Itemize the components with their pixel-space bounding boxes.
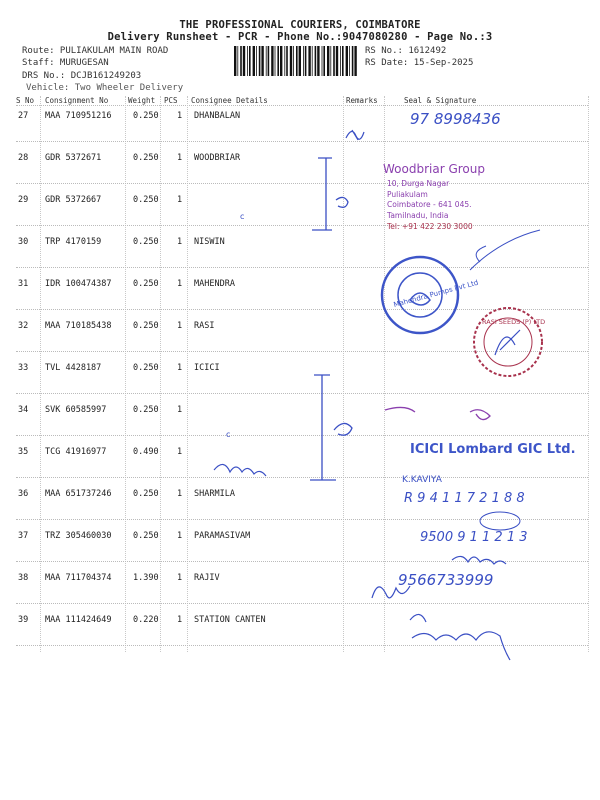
- row-consignee: WOODBRIAR: [194, 153, 241, 163]
- row-sno: 31: [18, 279, 29, 289]
- barcode-bar: [261, 46, 263, 76]
- barcode-bar: [308, 46, 310, 76]
- row-consignment-no: TVL 4428187: [45, 363, 102, 373]
- rasi-stamp-text: RASI SEEDS (P) LTD: [482, 318, 546, 326]
- row-pcs: 1: [177, 153, 183, 163]
- row-sno: 27: [18, 111, 29, 121]
- row-pcs: 1: [177, 447, 183, 457]
- col-divider: [343, 96, 344, 652]
- sharmila-signature: [214, 464, 266, 476]
- row-sno: 39: [18, 615, 29, 625]
- barcode-bar: [333, 46, 335, 76]
- row-weight: 0.490: [133, 447, 159, 457]
- barcode-bar: [336, 46, 338, 76]
- barcode-bar: [290, 46, 292, 76]
- woodbriar-line6: Tel: +91 422 230 3000: [387, 222, 473, 231]
- row-weight: 0.250: [133, 279, 159, 289]
- barcode-bar: [266, 46, 267, 76]
- row-pcs: 1: [177, 363, 183, 373]
- row-divider: [16, 603, 588, 604]
- barcode-bar: [275, 46, 276, 76]
- barcode-bar: [305, 46, 307, 76]
- row-weight: 0.250: [133, 195, 159, 205]
- woodbriar-line5: Tamilnadu, India: [387, 211, 449, 220]
- woodbriar-line2: 10, Durga Nagar: [387, 179, 450, 188]
- row-consignee: DHANBALAN: [194, 111, 241, 121]
- row-consignee: STATION CANTEN: [194, 615, 266, 625]
- row-sno: 36: [18, 489, 29, 499]
- row-divider: [16, 183, 588, 184]
- barcode-bar: [240, 46, 242, 76]
- barcode-bar: [293, 46, 294, 76]
- barcode-bar: [317, 46, 319, 76]
- row-sno: 37: [18, 531, 29, 541]
- row-weight: 0.250: [133, 111, 159, 121]
- row-divider: [16, 645, 588, 646]
- col-divider: [40, 96, 41, 652]
- row-weight: 0.250: [133, 405, 159, 415]
- row-pcs: 1: [177, 405, 183, 415]
- row-weight: 0.250: [133, 237, 159, 247]
- barcode-bar: [299, 46, 301, 76]
- row-sno: 30: [18, 237, 29, 247]
- row-divider: [16, 435, 588, 436]
- col-pcs: PCS: [164, 96, 178, 105]
- row-weight: 0.220: [133, 615, 159, 625]
- barcode: [234, 46, 360, 76]
- row-consignment-no: TRZ 305460030: [45, 531, 112, 541]
- rasi-stamp: [474, 308, 545, 376]
- row-weight: 1.390: [133, 573, 159, 583]
- col-divider: [384, 96, 385, 652]
- row-pcs: 1: [177, 321, 183, 331]
- row-consignee: SHARMILA: [194, 489, 235, 499]
- barcode-bar: [286, 46, 288, 76]
- row-pcs: 1: [177, 573, 183, 583]
- row-consignment-no: GDR 5372671: [45, 153, 102, 163]
- row-consignment-no: MAA 710951216: [45, 111, 112, 121]
- row-sno: 28: [18, 153, 29, 163]
- canteen-signature: [410, 614, 510, 660]
- barcode-bar: [346, 46, 348, 76]
- woodbriar-line4: Coimbatore - 641 045.: [387, 200, 472, 209]
- col-remarks: Remarks: [346, 96, 378, 105]
- phone-number-4: 9566733999: [398, 571, 494, 589]
- phone-number-3: 9500 9 1 1 2 1 3: [420, 530, 528, 545]
- header-divider: [16, 105, 588, 106]
- row-pcs: 1: [177, 237, 183, 247]
- rajiv-signature: [372, 586, 410, 598]
- row-pcs: 1: [177, 615, 183, 625]
- row-consignment-no: MAA 711704374: [45, 573, 112, 583]
- route-label: Route: PULIAKULAM MAIN ROAD: [22, 46, 169, 56]
- row-sno: 35: [18, 447, 29, 457]
- woodbriar-line3: Puliakulam: [387, 190, 428, 199]
- row-sno: 32: [18, 321, 29, 331]
- row-consignment-no: MAA 111424649: [45, 615, 112, 625]
- row-pcs: 1: [177, 489, 183, 499]
- row-divider: [16, 267, 588, 268]
- barcode-bar: [296, 46, 298, 76]
- barcode-bar: [249, 46, 251, 76]
- barcode-bar: [303, 46, 304, 76]
- rs-no-label: RS No.: 1612492: [365, 46, 447, 56]
- barcode-bar: [354, 46, 356, 76]
- row-consignee: RASI: [194, 321, 215, 331]
- row-weight: 0.250: [133, 489, 159, 499]
- row-consignment-no: IDR 100474387: [45, 279, 112, 289]
- row-sno: 34: [18, 405, 29, 415]
- barcode-bar: [340, 46, 341, 76]
- row-weight: 0.250: [133, 153, 159, 163]
- row-consignment-no: TRP 4170159: [45, 237, 102, 247]
- col-consignee: Consignee Details: [191, 96, 268, 105]
- col-consignment: Consignment No: [45, 96, 109, 105]
- barcode-bar: [312, 46, 313, 76]
- col-weight: Weight: [128, 96, 156, 105]
- barcode-bar: [342, 46, 344, 76]
- barcode-bar: [247, 46, 248, 76]
- icici-scribble: [385, 407, 490, 419]
- barcode-bar: [277, 46, 279, 76]
- barcode-bar: [327, 46, 329, 76]
- row-sno: 29: [18, 195, 29, 205]
- woodbriar-stamp: [383, 162, 485, 231]
- phone-number-1: 97 8998436: [410, 110, 501, 128]
- row-divider: [16, 477, 588, 478]
- row-sno: 38: [18, 573, 29, 583]
- mark-c: c: [240, 212, 245, 221]
- row-divider: [16, 561, 588, 562]
- barcode-bar: [271, 46, 273, 76]
- signature-bracket-2: [310, 375, 352, 480]
- col-sno: S No: [16, 96, 35, 105]
- barcode-bar: [322, 46, 323, 76]
- col-divider: [187, 96, 188, 652]
- col-divider: [588, 96, 589, 652]
- barcode-bar: [323, 46, 325, 76]
- row-pcs: 1: [177, 279, 183, 289]
- signature-stroke: [470, 230, 540, 270]
- vehicle-label: Vehicle: Two Wheeler Delivery: [26, 83, 184, 93]
- row-consignment-no: MAA 710185438: [45, 321, 112, 331]
- row-consignment-no: GDR 5372667: [45, 195, 102, 205]
- phone-number-2: R 9 4 1 1 7 2 1 8 8: [404, 491, 525, 506]
- barcode-bar: [284, 46, 285, 76]
- row-consignment-no: MAA 651737246: [45, 489, 112, 499]
- row-divider: [16, 141, 588, 142]
- company-title: THE PROFESSIONAL COURIERS, COIMBATORE: [179, 19, 421, 31]
- col-seal-signature: Seal & Signature: [404, 96, 477, 105]
- staff-label: Staff: MURUGESAN: [22, 58, 109, 68]
- barcode-bar: [352, 46, 354, 76]
- barcode-bar: [315, 46, 317, 76]
- row-weight: 0.250: [133, 321, 159, 331]
- row-consignee: RAJIV: [194, 573, 220, 583]
- row-weight: 0.250: [133, 531, 159, 541]
- barcode-bar: [330, 46, 331, 76]
- drs-label: DRS No.: DCJB161249203: [22, 71, 142, 81]
- row-consignment-no: TCG 41916977: [45, 447, 107, 457]
- barcode-bar: [256, 46, 257, 76]
- barcode-bar: [243, 46, 245, 76]
- barcode-bar: [259, 46, 261, 76]
- mahendra-stamp: [382, 257, 479, 333]
- col-divider: [160, 96, 161, 652]
- row-divider: [16, 393, 588, 394]
- barcode-bar: [349, 46, 350, 76]
- row-divider: [16, 519, 588, 520]
- row-pcs: 1: [177, 111, 183, 121]
- rs-date-label: RS Date: 15-Sep-2025: [365, 58, 474, 68]
- row-consignee: NISWIN: [194, 237, 225, 247]
- mahendra-stamp-text: Mahendra Pumps Pvt Ltd: [392, 278, 480, 310]
- row-pcs: 1: [177, 195, 183, 205]
- row-consignee: ICICI: [194, 363, 220, 373]
- row-divider: [16, 351, 588, 352]
- row-divider: [16, 309, 588, 310]
- row-divider: [16, 225, 588, 226]
- row-sno: 33: [18, 363, 29, 373]
- barcode-bar: [234, 46, 236, 76]
- barcode-bar: [237, 46, 238, 76]
- barcode-bar: [268, 46, 270, 76]
- kaviya-name: K.KAVIYA: [402, 475, 442, 485]
- row-consignee: MAHENDRA: [194, 279, 235, 289]
- barcode-bar: [253, 46, 255, 76]
- row-weight: 0.250: [133, 363, 159, 373]
- row-consignment-no: SVK 60585997: [45, 405, 107, 415]
- row-consignee: PARAMASIVAM: [194, 531, 251, 541]
- runsheet-subtitle: Delivery Runsheet - PCR - Phone No.:9047080280 - Page No.:3: [107, 31, 493, 43]
- icici-stamp: ICICI Lombard GIC Ltd.: [410, 442, 576, 457]
- remark-scribble: [346, 130, 364, 140]
- woodbriar-line1: Woodbriar Group: [383, 162, 485, 176]
- barcode-bar: [280, 46, 282, 76]
- col-divider: [125, 96, 126, 652]
- row-pcs: 1: [177, 531, 183, 541]
- mark-c2: c: [226, 430, 231, 439]
